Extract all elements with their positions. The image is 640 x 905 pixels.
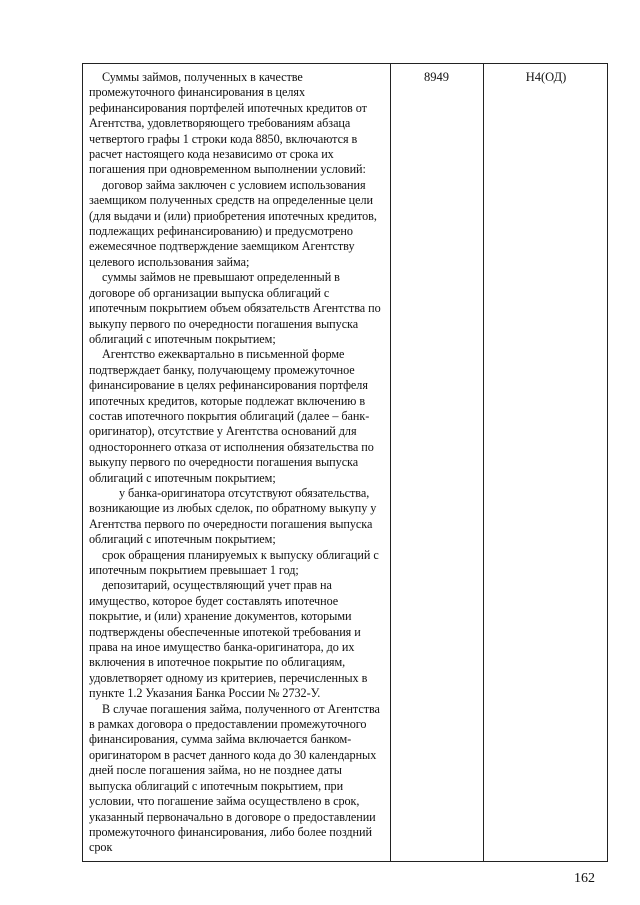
column-divider xyxy=(390,64,391,861)
paragraph: у банка-оригинатора отсутствуют обязательства, возникающие из любых сделок, по обратному выкупу у Агентства первого по очередности погашения выпуска облигаций с ипотечным покрытием; xyxy=(89,485,377,547)
document-table xyxy=(82,63,608,862)
column-divider xyxy=(483,64,484,861)
description-cell xyxy=(89,70,385,859)
paragraph: В случае погашения займа, полученного от Агентства в рамках договора о предоставлении промежуточного финансирования, сумма займа включается банком-оригинатором в расчет данного кода до 30 календарных дней после погашения займа, но не позднее даты выпуска облигаций с ипотечным покрытием, при условии, что погашение займа осуществлено в срок, указанный первоначально в договоре о предоставлении промежуточного финансирования, либо более поздний срок xyxy=(89,701,380,855)
paragraph: срок обращения планируемых к выпуску облигаций с ипотечным покрытием превышает 1 год; xyxy=(89,547,379,577)
paragraph: суммы займов не превышают определенный в договоре об организации выпуска облигаций с ипотечным покрытием объем обязательств Агентства по выкупу первого по очередности погашения выпуска облигаций с ипотечным покрытием; xyxy=(89,270,381,346)
code-cell: 8949 xyxy=(424,70,449,84)
page-number: 162 xyxy=(574,871,595,886)
paragraph: договор займа заключен с условием использования заемщиком полученных средств на определенные цели (для выдачи и (или) приобретения ипотечных кредитов, подлежащих рефинансированию) и предусмотрено ежемесячное подтверждение заемщиком Агентству целевого использования займа; xyxy=(89,177,377,269)
paragraph: депозитарий, осуществляющий учет прав на имущество, которое будет составлять ипотечное покрытие, и (или) хранение документов, которыми подтверждены обеспеченные ипотекой требования и права на иное имущество банка-оригинатора, до их включения в ипотечное покрытие по облигациям, удовлетворяет одному из критериев, перечисленных в пункте 1.2 Указания Банка России № 2732-У. xyxy=(89,578,368,701)
reference-cell: Н4(ОД) xyxy=(525,70,567,84)
paragraph: Суммы займов, полученных в качестве промежуточного финансирования в целях рефинансирования портфелей ипотечных кредитов от Агентства, удовлетворяющего требованиям абзаца четвертого графы 1 строки кода 8850, включаются в расчет настоящего кода независимо от срока их погашения при одновременном выполнении условий: xyxy=(89,70,367,177)
paragraph: Агентство ежеквартально в письменной форме подтверждает банку, получающему промежуточное финансирование в целях рефинансирования портфеля ипотечных кредитов, которые подлежат включению в состав ипотечного покрытия облигаций (далее – банк-оригинатор), отсутствие у Агентства оснований для одностороннего отказа от исполнения обязательства по выкупу первого по очередности погашения выпуска облигаций с ипотечным покрытием; xyxy=(89,347,374,485)
